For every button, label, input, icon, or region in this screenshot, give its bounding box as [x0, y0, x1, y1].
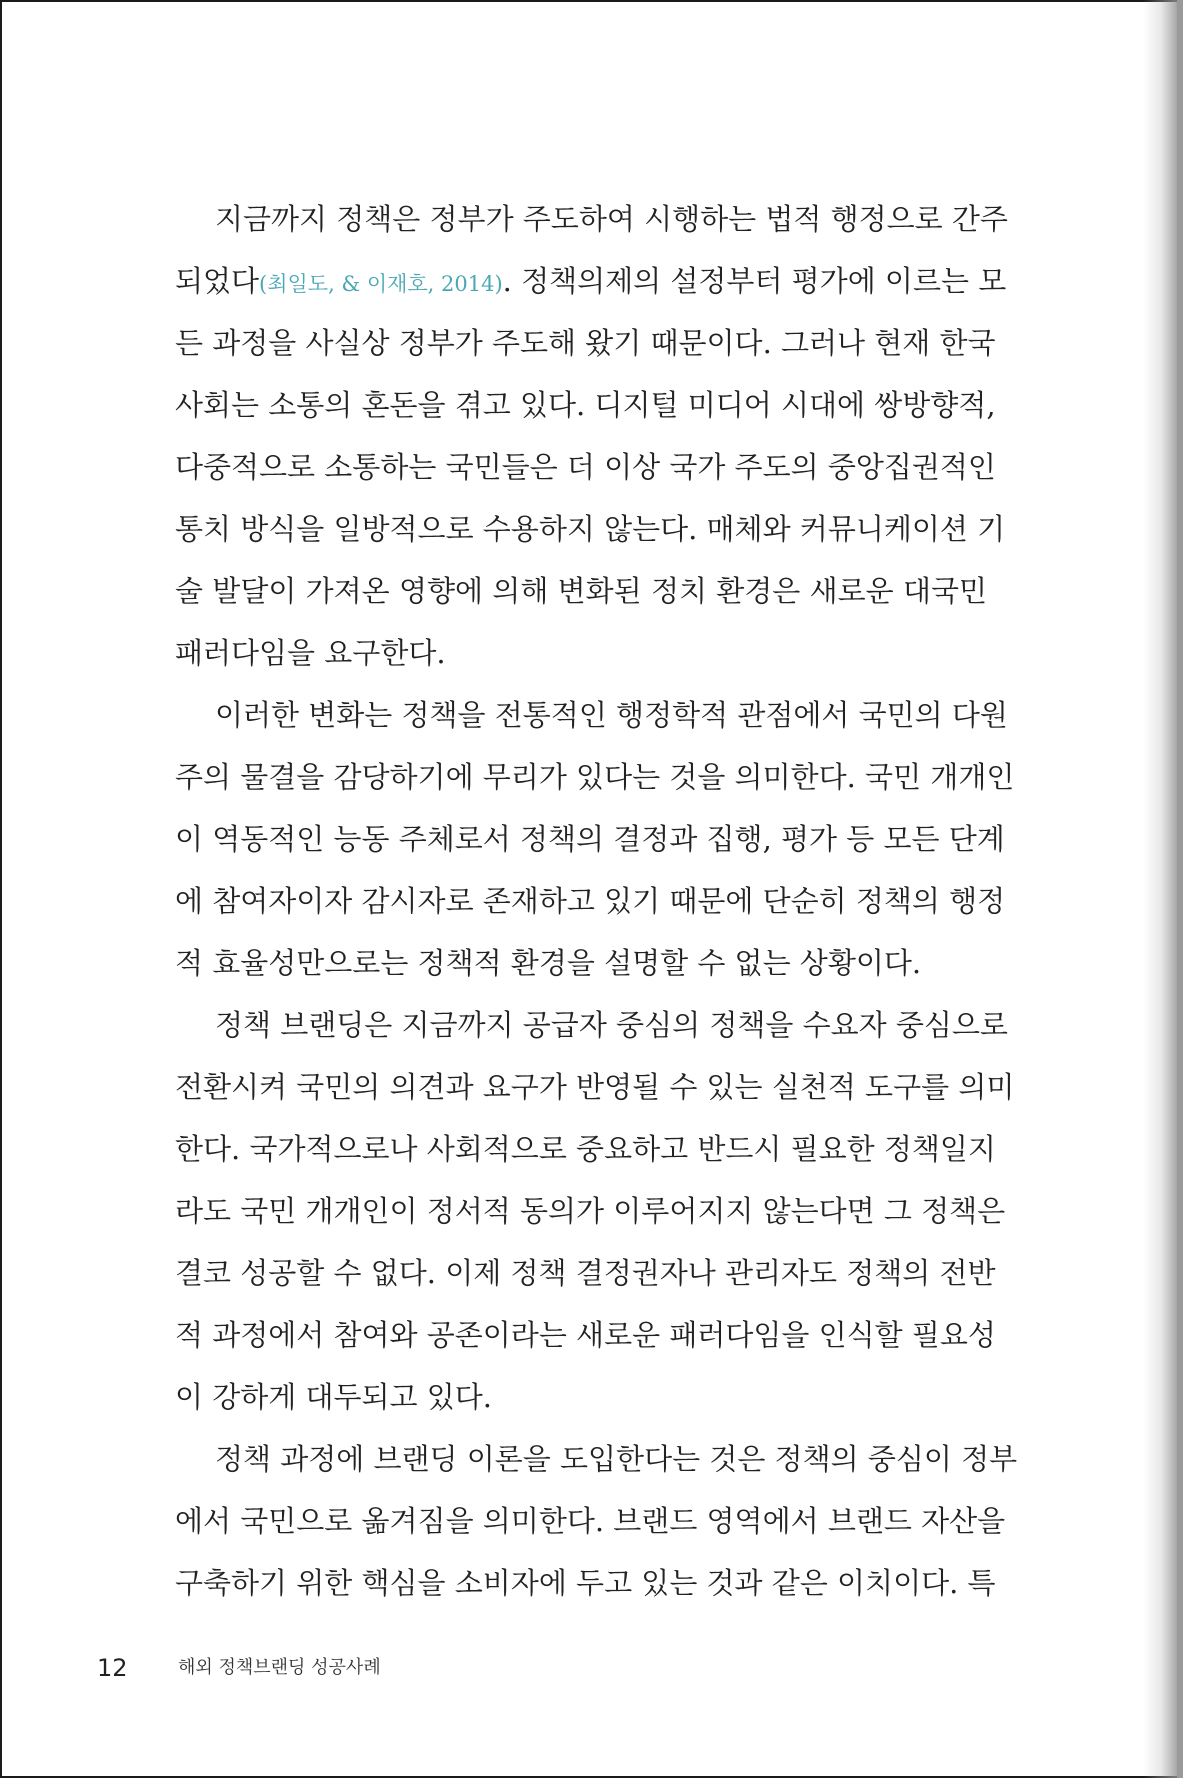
text-line: 지금까지 정책은 정부가 주도하여 시행하는 법적 행정으로 간주 [215, 202, 1008, 236]
paragraph-2 [175, 684, 1015, 994]
text-line: 라도 국민 개개인이 정서적 동의가 이루어지지 않는다면 그 정책은 [175, 1194, 1006, 1228]
page-border-top [0, 0, 1183, 2]
text-line: 다중적으로 소통하는 국민들은 더 이상 국가 주도의 중앙집권적인 [175, 450, 996, 484]
text-line: 통치 방식을 일방적으로 수용하지 않는다. 매체와 커뮤니케이션 기 [175, 512, 1006, 546]
running-title: 해외 정책브랜딩 성공사례 [178, 1657, 381, 1678]
text-line: 정책 브랜딩은 지금까지 공급자 중심의 정책을 수요자 중심으로 [215, 1008, 1008, 1042]
body-text [175, 188, 1018, 1614]
paragraph-1 [175, 188, 1008, 684]
text-line: 술 발달이 가져온 영향에 의해 변화된 정치 환경은 새로운 대국민 [175, 574, 987, 608]
text-line: 적 과정에서 참여와 공존이라는 새로운 패러다임을 인식할 필요성 [175, 1318, 996, 1352]
text-line: 전환시켜 국민의 의견과 요구가 반영될 수 있는 실천적 도구를 의미 [175, 1070, 1015, 1104]
text-line: 에 참여자이자 감시자로 존재하고 있기 때문에 단순히 정책의 행정 [175, 884, 1006, 918]
page-border-left [0, 0, 2, 1778]
text-line: 에서 국민으로 옮겨짐을 의미한다. 브랜드 영역에서 브랜드 자산을 [175, 1504, 1006, 1538]
paragraph-4 [175, 1428, 1018, 1614]
text-line: 이 역동적인 능동 주체로서 정책의 결정과 집행, 평가 등 모든 단계 [175, 822, 1005, 856]
text-line: 사회는 소통의 혼돈을 겪고 있다. 디지털 미디어 시대에 쌍방향적, [175, 388, 996, 422]
text-fragment: . 정책의제의 설정부터 평가에 이르는 모 [502, 264, 1007, 298]
text-fragment: 되었다 [175, 264, 260, 298]
text-line: 정책 과정에 브랜딩 이론을 도입한다는 것은 정책의 중심이 정부 [215, 1442, 1018, 1476]
text-line: 주의 물결을 감당하기에 무리가 있다는 것을 의미한다. 국민 개개인 [175, 760, 1015, 794]
text-line: 이 강하게 대두되고 있다. [175, 1380, 493, 1414]
text-line: 이러한 변화는 정책을 전통적인 행정학적 관점에서 국민의 다원 [215, 698, 1008, 732]
text-line: 한다. 국가적으로나 사회적으로 중요하고 반드시 필요한 정책일지 [175, 1132, 996, 1166]
citation: (최일도, & 이재호, 2014) [259, 272, 503, 296]
paragraph-3 [175, 994, 1015, 1428]
text-line-with-citation [175, 250, 1007, 312]
text-line: 구축하기 위한 핵심을 소비자에 두고 있는 것과 같은 이치이다. 특 [175, 1566, 996, 1600]
page-number: 12 [97, 1654, 128, 1682]
text-line: 적 효율성만으로는 정책적 환경을 설명할 수 없는 상황이다. [175, 946, 922, 980]
book-spine-edge [1177, 0, 1183, 1778]
text-line: 패러다임을 요구한다. [175, 636, 446, 670]
text-line: 결코 성공할 수 없다. 이제 정책 결정권자나 관리자도 정책의 전반 [175, 1256, 996, 1290]
text-line: 든 과정을 사실상 정부가 주도해 왔기 때문이다. 그러나 현재 한국 [175, 326, 996, 360]
